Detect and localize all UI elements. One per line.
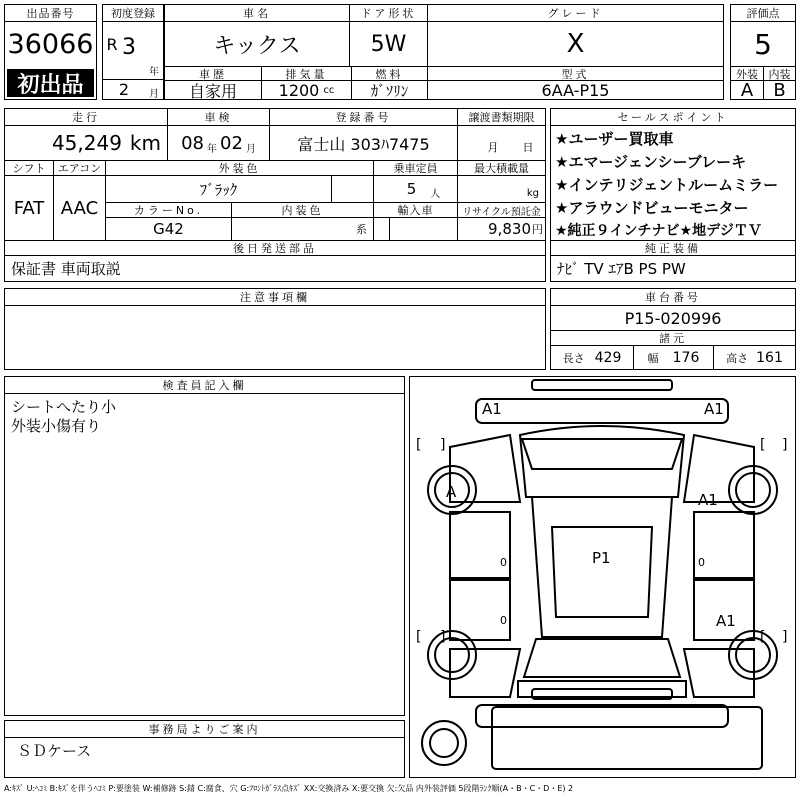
width [633, 346, 713, 369]
int-grade-label: 内装 [763, 66, 795, 81]
svg-text:[: [ [416, 437, 422, 453]
grade: X [427, 22, 723, 66]
displacement [261, 81, 351, 99]
interior-color [231, 218, 373, 240]
yen-unit: 円 [532, 223, 543, 236]
int-grade: B [763, 81, 795, 99]
sales-point-2: ★エマージェンシーブレーキ [555, 153, 747, 171]
first-listing-badge: 初出品 [7, 69, 94, 97]
car-info-box [164, 4, 724, 100]
insp-month-unit: 月 [245, 143, 256, 155]
mark-left-mid-b: 0 [500, 614, 507, 627]
grade-label: グレード [427, 5, 723, 22]
equipment: ﾅﾋﾞ TV ｴｱB PS PW [557, 260, 686, 278]
recycle [457, 218, 545, 240]
legend: A:ｷｽﾞ U:ﾍｺﾐ B:ｷｽﾞを伴うﾍｺﾐ P:要塗装 W:補修跡 S:錆 C:腐食、穴 G:ﾌﾛﾝﾄｶﾞﾗｽ点ｷｽﾞ XX:交換済み X:要交換 欠:欠品 内外装評価 5段階ﾗﾝｸ順(A・B・C・D・E) 2 [4, 783, 574, 793]
reg-label: 初度登録 [103, 5, 163, 22]
model-code: 6AA-P15 [427, 81, 723, 99]
registration-box [102, 4, 164, 100]
mark-front-right: A1 [704, 400, 724, 418]
person-unit: 人 [430, 188, 441, 200]
history: 自家用 [188, 81, 237, 99]
insp-month: 02 [220, 132, 243, 154]
mark-right-rear: A1 [716, 612, 736, 630]
inspector-label: 検査員記入欄 [5, 377, 404, 394]
later-parts: 保証書 車両取説 [11, 260, 121, 278]
shift: FAT [13, 197, 45, 219]
import-b [389, 218, 457, 240]
mark-right-mid-a: 0 [698, 556, 705, 569]
vehicle-diagram-box [409, 376, 796, 778]
mark-tire-fl: A [446, 483, 457, 501]
sales-point-4: ★アラウンドビューモニター [555, 199, 749, 217]
air-conditioner: AAC [53, 176, 105, 240]
sales-point-5: ★純正９インチナビ★地デジＴＶ [555, 223, 762, 239]
inspection-label: 車検 [167, 109, 269, 126]
length-label: 長さ [562, 351, 585, 365]
svg-text:[: [ [416, 629, 422, 645]
color-number: G42 [105, 218, 231, 240]
height-label: 高さ [726, 351, 749, 365]
fuel: ｶﾞｿﾘﾝ [351, 81, 427, 99]
height [713, 346, 795, 369]
color-no-label: カラーNo. [105, 202, 231, 218]
km-unit: km [129, 131, 161, 155]
vehicle-detail-box [4, 108, 546, 282]
displacement-label: 排気量 [261, 66, 351, 81]
svg-text:[: [ [760, 629, 766, 645]
length-value: 429 [594, 349, 622, 366]
notes-label: 注意事項欄 [5, 289, 545, 306]
sales-points-box [550, 108, 796, 282]
inspector-line-1: シートへたり小 [11, 397, 117, 416]
chassis-label: 車台番号 [551, 289, 795, 306]
transfer-day-unit: 日 [522, 141, 534, 154]
insp-year-unit: 年 [207, 143, 217, 155]
lot-box [4, 4, 97, 100]
score: 5 [754, 27, 772, 61]
interior-color-label: 内装色 [231, 202, 373, 218]
month-unit: 月 [149, 89, 159, 100]
inspector-line-2: 外装小傷有り [11, 416, 102, 435]
regno-label: 登録番号 [269, 109, 457, 126]
inspector-box [4, 376, 405, 716]
mileage-label: 走行 [5, 109, 167, 126]
displacement-value: 1200 [278, 81, 320, 99]
model-label: 型式 [427, 66, 723, 81]
dimensions-label: 諸元 [551, 330, 795, 346]
year-unit: 年 [149, 67, 159, 78]
notes-box [4, 288, 546, 370]
history-label: 車歴 [165, 66, 261, 81]
registration-number: 富士山 303ﾊ7475 [269, 126, 457, 160]
svg-text:]: ] [782, 437, 788, 453]
width-label: 幅 [647, 351, 659, 365]
color-label: 外装色 [105, 160, 373, 176]
interior-unit: 系 [356, 223, 367, 236]
transfer-label: 譲渡書類期限 [457, 109, 545, 126]
recycle-label: リサイクル預託金 [457, 202, 545, 218]
mileage-value: 45,249 [51, 131, 122, 155]
transfer-deadline [457, 126, 545, 160]
office-value: ＳＤケース [17, 741, 92, 760]
inspection [167, 126, 269, 160]
door-label: ドア形状 [349, 5, 427, 22]
capacity-label: 乗車定員 [373, 160, 457, 176]
exterior-color: ﾌﾞﾗｯｸ [105, 176, 331, 202]
mark-right-front: A1 [698, 491, 718, 509]
chassis-number: P15-020996 [624, 308, 722, 328]
load-label: 最大積載量 [457, 160, 545, 176]
chassis-box [550, 288, 796, 370]
capacity [373, 176, 457, 202]
later-parts-label: 後日発送部品 [5, 240, 545, 256]
sales-label: セールスポイント [551, 109, 795, 126]
lot-number: 36066 [7, 29, 94, 60]
mark-left-mid-a: 0 [500, 556, 507, 569]
score-box [730, 4, 796, 100]
sales-point-3: ★インテリジェントルームミラー [555, 176, 779, 194]
lot-label: 出品番号 [5, 5, 96, 22]
ext-grade: A [740, 81, 754, 99]
car-name-label: 車名 [165, 5, 349, 22]
ac-label: エアコン [53, 160, 105, 176]
notes-value [5, 306, 545, 368]
mark-roof: P1 [592, 549, 611, 567]
capacity-value: 5 [406, 180, 417, 198]
score-label: 評価点 [731, 5, 795, 22]
svg-text:]: ] [440, 629, 446, 645]
equipment-label: 純正装備 [551, 240, 795, 256]
color-extra-cell [331, 176, 373, 202]
height-value: 161 [756, 349, 783, 366]
width-value: 176 [672, 349, 700, 366]
door-type: 5W [349, 22, 427, 66]
car-diagram [410, 377, 795, 777]
max-load [457, 176, 545, 202]
reg-era: R [106, 34, 118, 54]
reg-year: 3 [122, 34, 136, 60]
import-label: 輸入車 [373, 202, 457, 218]
import-a [373, 218, 389, 240]
svg-text:]: ] [782, 629, 788, 645]
car-name: キックス [213, 33, 301, 59]
transfer-month-unit: 月 [487, 141, 499, 154]
ext-grade-label: 外装 [731, 66, 763, 81]
cc-unit: cc [323, 84, 335, 96]
office-label: 事務局よりご案内 [5, 721, 404, 738]
length [551, 346, 633, 369]
sales-point-1: ★ユーザー買取車 [555, 130, 674, 148]
mark-front-left: A1 [482, 400, 502, 418]
fuel-label: 燃料 [351, 66, 427, 81]
shift-label: シフト [5, 160, 53, 176]
reg-month: 2 [103, 79, 163, 99]
recycle-value: 9,830 [488, 220, 531, 238]
svg-text:[: [ [760, 437, 766, 453]
kg-unit: kg [526, 187, 539, 199]
insp-year: 08 [181, 132, 204, 154]
office-box [4, 720, 405, 778]
svg-text:]: ] [440, 437, 446, 453]
mileage [5, 126, 167, 160]
